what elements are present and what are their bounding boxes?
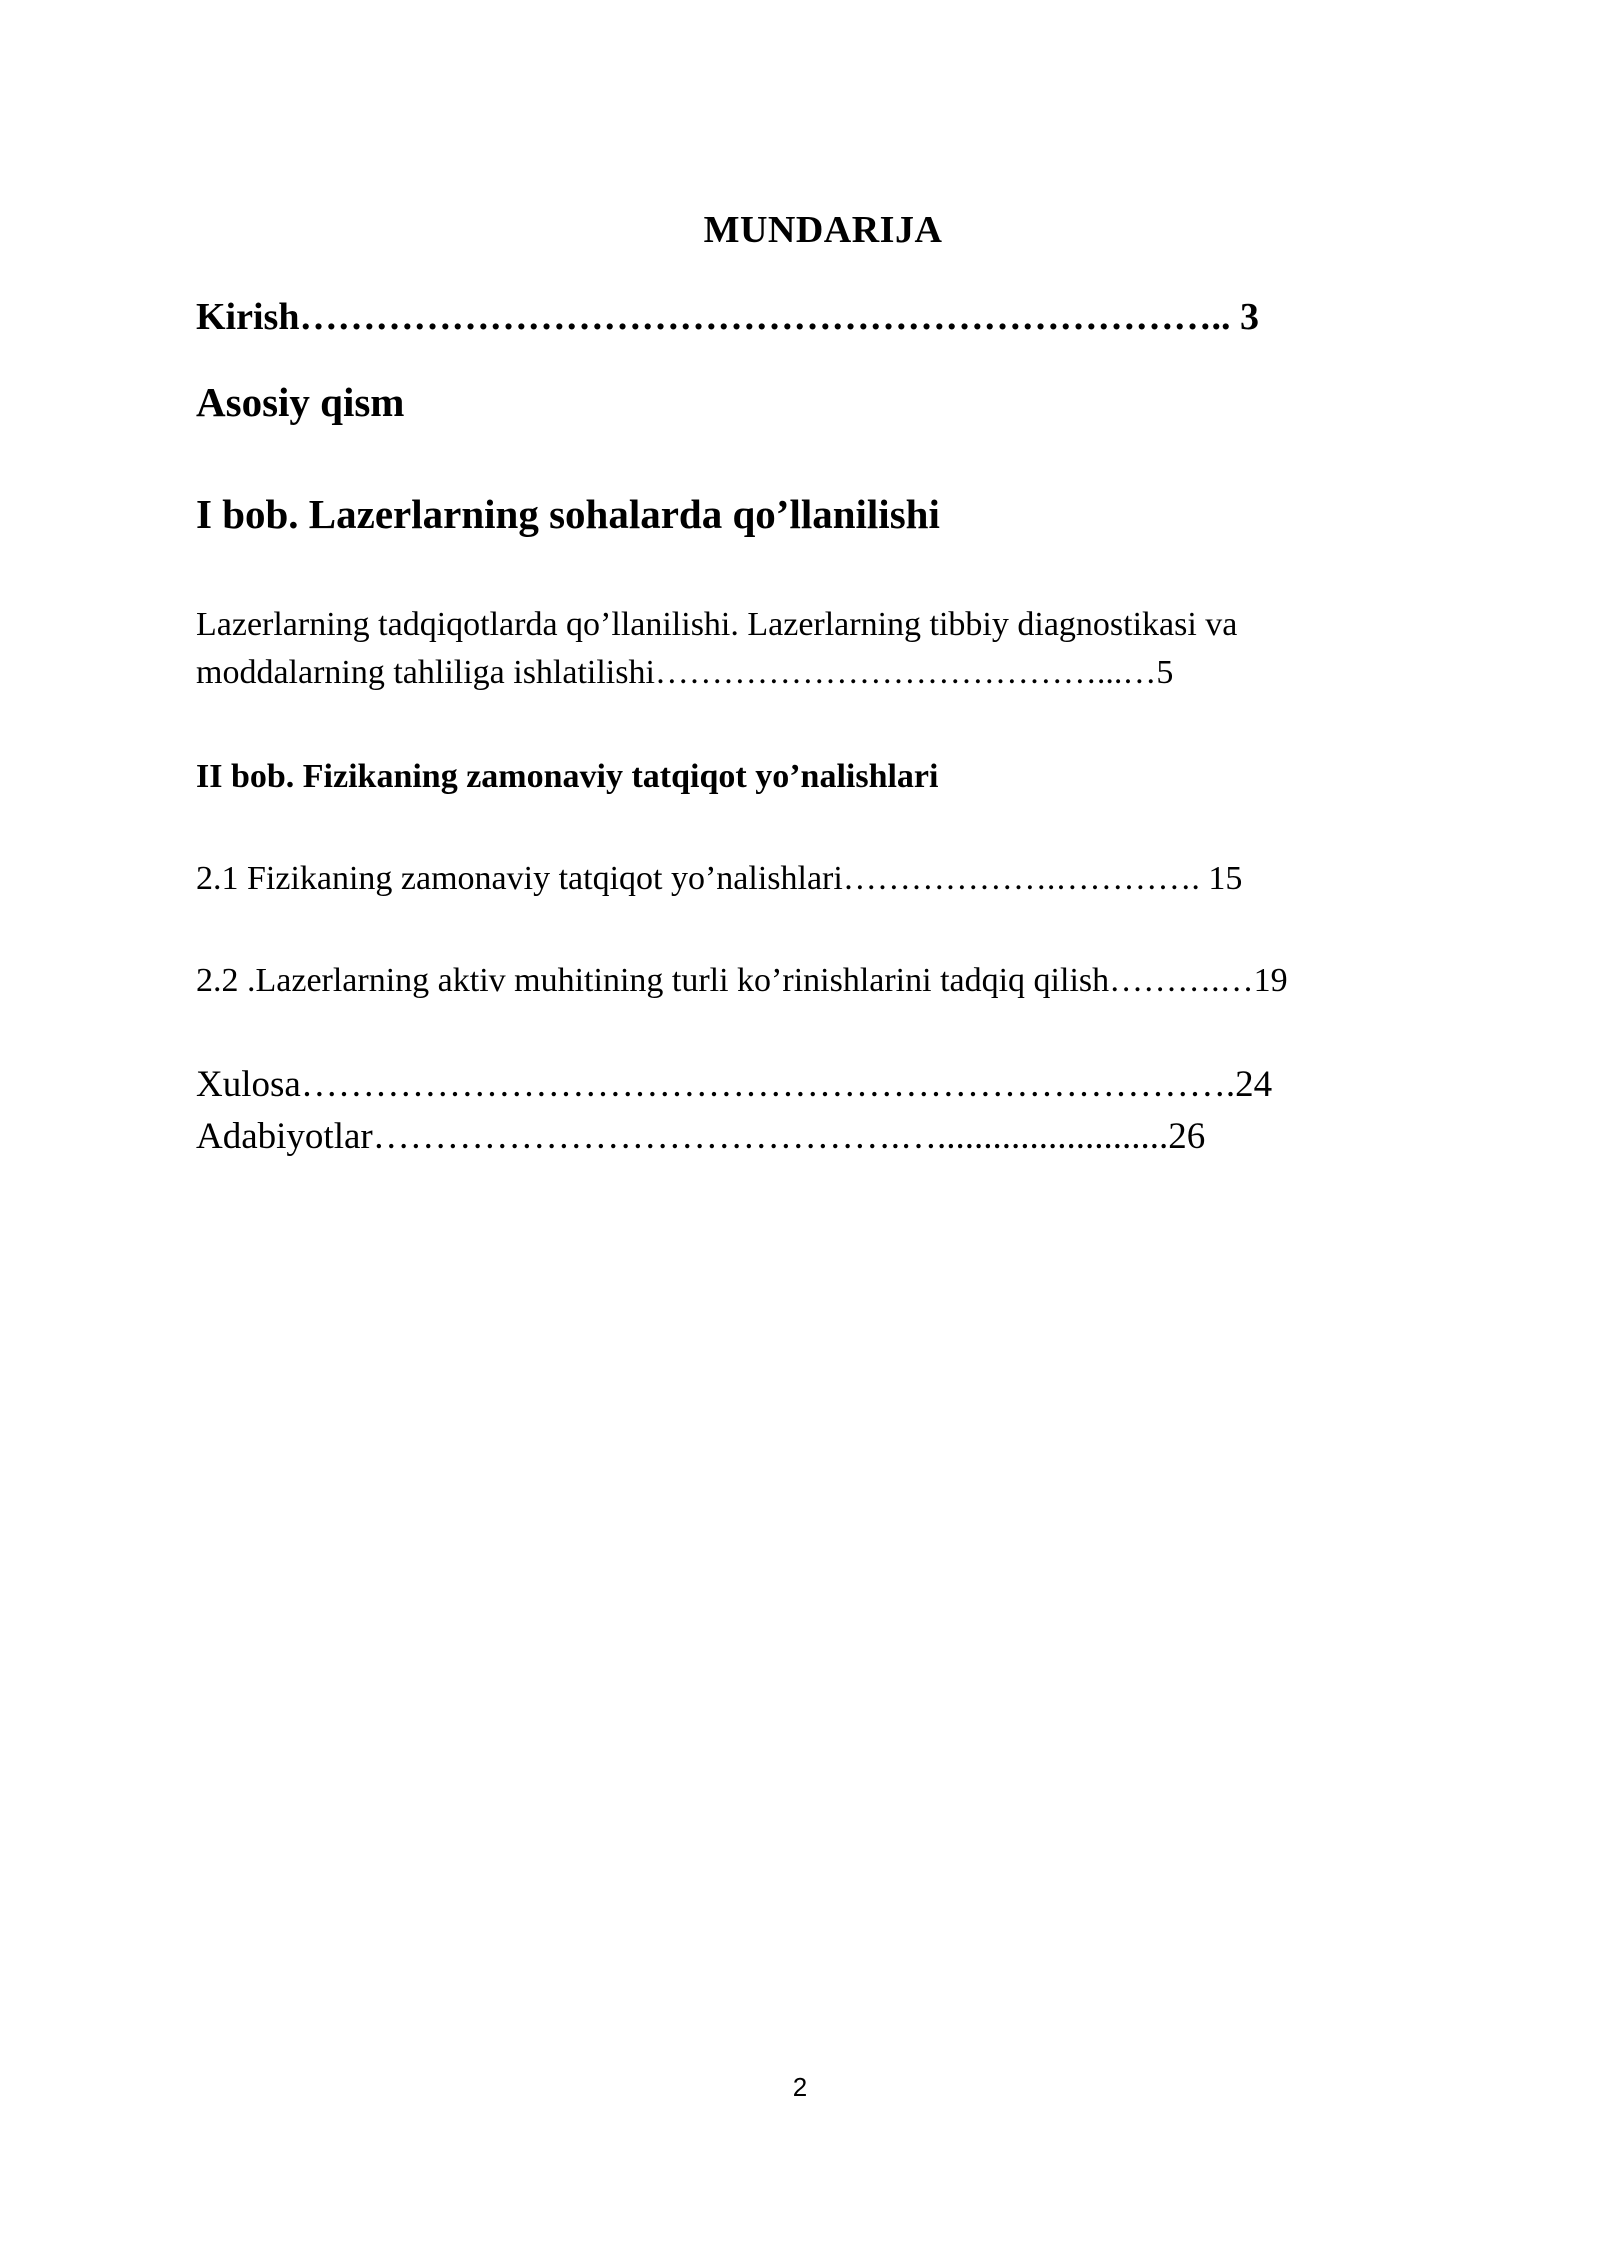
- toc-entry-chapter-1-line-2: moddalarning tahliliga ishlatilishi…………………………………...…5: [196, 654, 1174, 691]
- page-title: MUNDARIJA: [703, 209, 943, 251]
- toc-entry-section-2-1: 2.1 Fizikaning zamonaviy tatqiqot yo’nalishlari……………….…………. 15: [196, 860, 1243, 897]
- toc-entry-chapter-1-line-1: Lazerlarning tadqiqotlarda qo’llanilishi. Lazerlarning tibbiy diagnostikasi va: [196, 606, 1238, 643]
- toc-heading-asosiy-qism: Asosiy qism: [196, 379, 405, 425]
- page-number: 2: [792, 2072, 808, 2102]
- toc-entry-kirish: Kirish……………………………………………………………….. 3: [196, 296, 1259, 338]
- toc-chapter-2-heading: II bob. Fizikaning zamonaviy tatqiqot yo’nalishlari: [196, 758, 939, 795]
- toc-entry-adabiyotlar: Adabiyotlar…………………………………….….........................26: [196, 1116, 1206, 1157]
- toc-entry-section-2-2: 2.2 .Lazerlarning aktiv muhitining turli ko’rinishlarini tadqiq qilish……….…19: [196, 962, 1288, 999]
- toc-chapter-1-heading: I bob. Lazerlarning sohalarda qo’llanilishi: [196, 491, 940, 537]
- toc-entry-xulosa: Xulosa………………………………………………………………….24: [196, 1064, 1273, 1105]
